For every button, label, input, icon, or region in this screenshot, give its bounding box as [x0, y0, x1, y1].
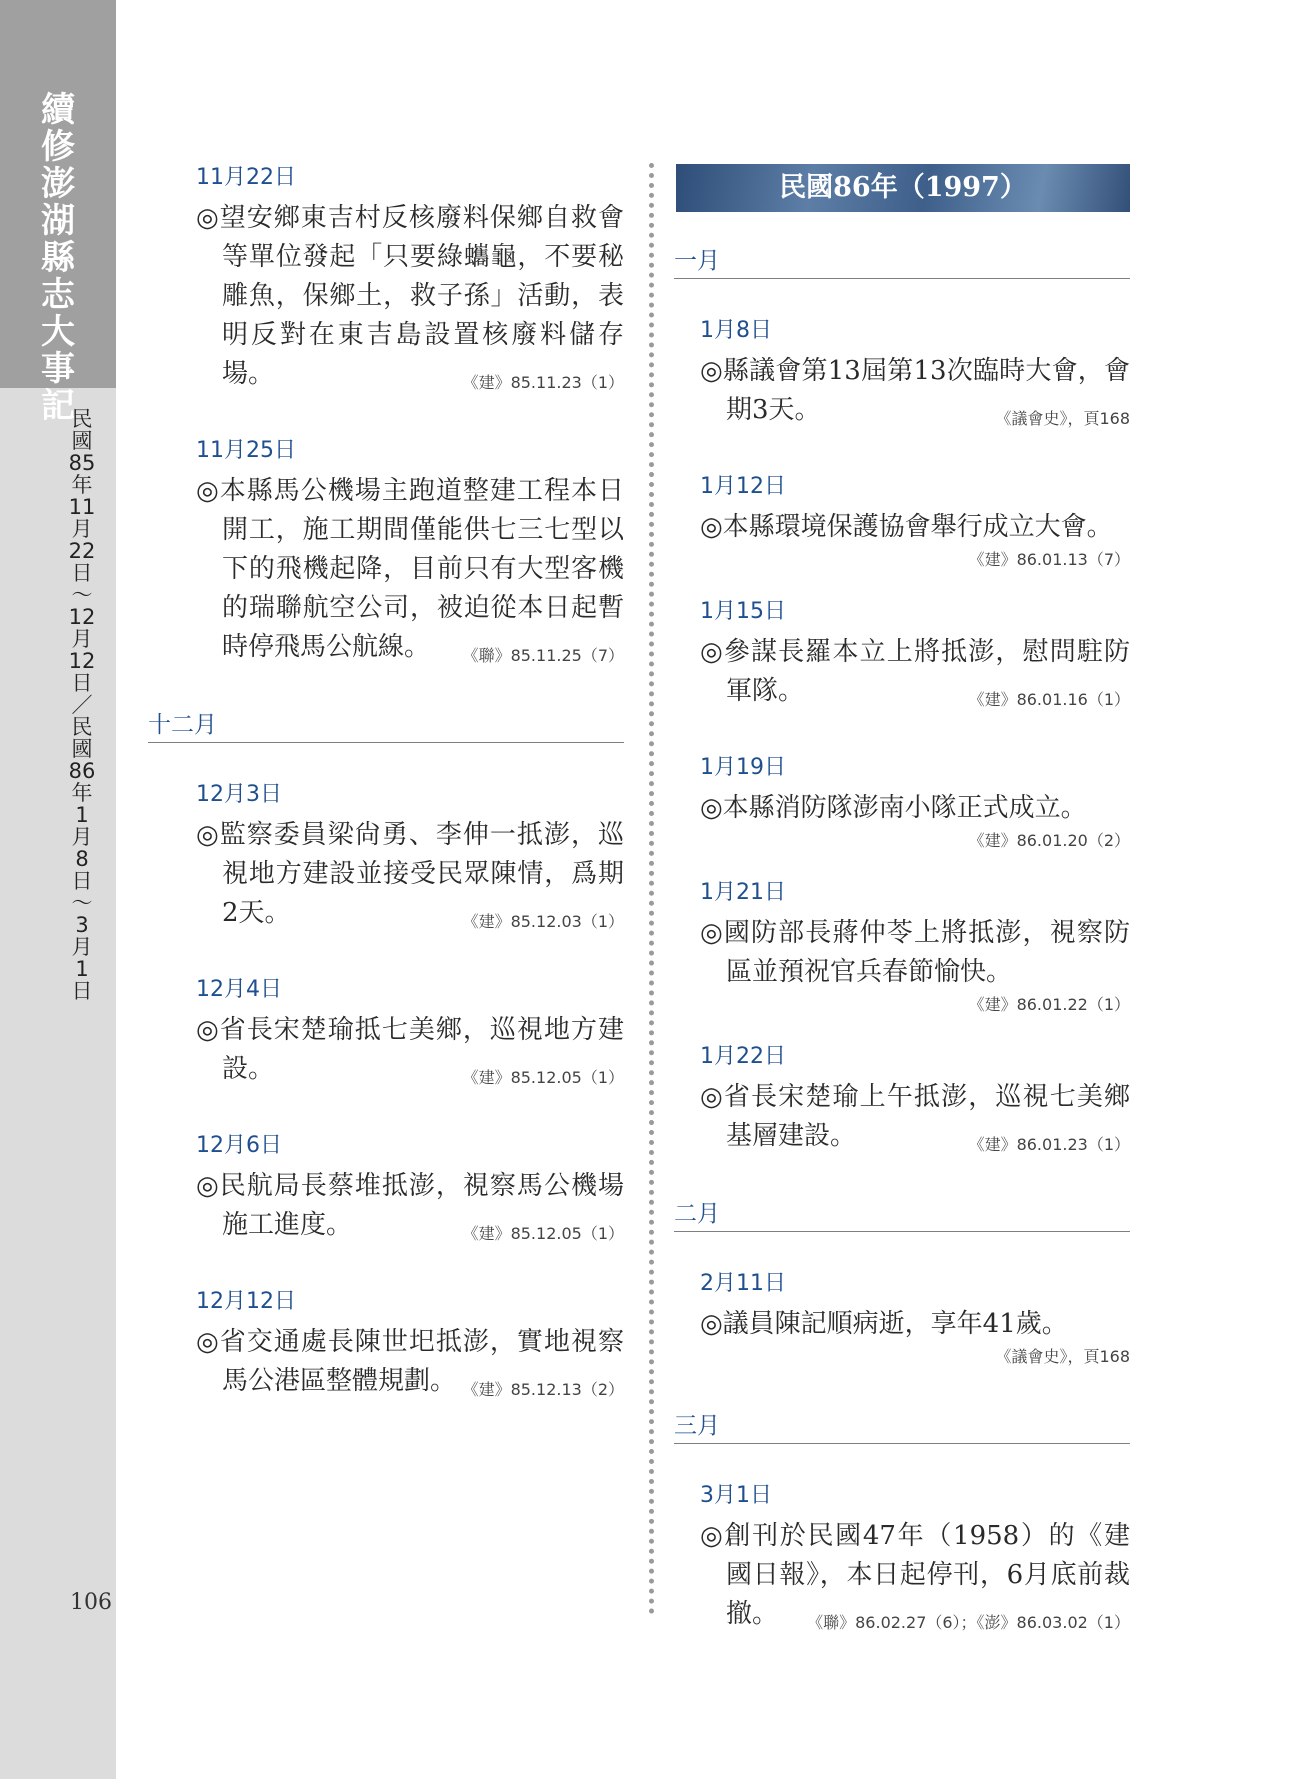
entry-text: ◎本縣馬公機場主跑道整建工程本日開工，施工期間僅能供七三七型以下的飛機起降，目前只有大型客機的瑞聯航空公司，被迫從本日起暫時停飛馬公航線。 — [196, 476, 624, 662]
entry — [700, 469, 1130, 570]
entry-text: ◎議員陳記順病逝，享年41歲。 — [700, 1309, 1068, 1339]
entry-source: 《建》85.12.05（1） — [462, 1224, 624, 1243]
entry-text: ◎省長宋楚瑜上午抵澎，巡視七美鄉基層建設。 — [700, 1082, 1130, 1151]
entry-date: 1月15日 — [700, 599, 786, 624]
entry-source: 《建》86.01.13（7） — [968, 550, 1130, 569]
entry-text: ◎創刊於民國47年（1958）的《建國日報》，本日起停刊，6月底前裁撤。 — [700, 1521, 1130, 1629]
page-number: 106 — [70, 1590, 112, 1615]
entry — [700, 750, 1130, 851]
entry-source: 《建》86.01.23（1） — [968, 1135, 1130, 1154]
entry-date: 12月6日 — [196, 1133, 282, 1158]
right-column — [676, 164, 1130, 1673]
entry-date: 1月21日 — [700, 880, 786, 905]
entry — [196, 972, 624, 1088]
entry — [700, 1266, 1130, 1367]
entry-date: 2月11日 — [700, 1271, 786, 1296]
entry-date: 12月4日 — [196, 977, 282, 1002]
entry-source: 《聯》86.02.27（6）；《澎》86.03.02（1） — [807, 1613, 1130, 1632]
entry-text: ◎望安鄉東吉村反核廢料保鄉自救會等單位發起「只要綠蠵龜，不要秘雕魚，保鄉土，救子孫」活動，表明反對在東吉島設置核廢料儲存場。 — [196, 203, 624, 389]
entry-source: 《建》86.01.20（2） — [968, 831, 1130, 850]
entry-text: ◎民航局長蔡堆抵澎，視察馬公機場施工進度。 — [196, 1171, 624, 1240]
entry-date: 12月12日 — [196, 1289, 296, 1314]
column-divider — [649, 163, 654, 1615]
book-title: 續修澎湖縣志 大事記 — [41, 90, 75, 426]
entry — [700, 313, 1130, 429]
entry-source: 《建》85.11.23（1） — [462, 373, 624, 392]
entry — [196, 1128, 624, 1244]
entry — [700, 1039, 1130, 1155]
entry-date: 11月22日 — [196, 165, 296, 190]
entry-date: 1月22日 — [700, 1044, 786, 1069]
month-heading-december: 十二月 — [148, 706, 624, 743]
left-column — [148, 160, 624, 1440]
year-banner: 民國86年（1997） — [676, 164, 1130, 212]
entry-source: 《建》86.01.22（1） — [968, 995, 1130, 1014]
entry-source: 《議會史》，頁168 — [995, 409, 1130, 428]
entry-source: 《建》85.12.13（2） — [462, 1380, 624, 1399]
month-heading-february: 二月 — [674, 1195, 1130, 1232]
entry — [196, 160, 624, 393]
entry-text: ◎國防部長蔣仲苓上將抵澎，視察防區並預祝官兵春節愉快。 — [700, 918, 1130, 987]
entry-text: ◎本縣消防隊澎南小隊正式成立。 — [700, 793, 1087, 823]
entry — [700, 1478, 1130, 1633]
entry-text: ◎省交通處長陳世圯抵澎，實地視察馬公港區整體規劃。 — [196, 1327, 624, 1396]
date-range: 民國85年11月22日～12月12日／民國86年1月8日～3月1日 — [68, 407, 96, 1003]
entry-source: 《建》86.01.16（1） — [968, 690, 1130, 709]
entry-text: ◎監察委員梁尙勇、李伸一抵澎，巡視地方建設並接受民眾陳情，爲期2天。 — [196, 820, 624, 928]
entry-date: 3月1日 — [700, 1483, 772, 1508]
entry — [700, 594, 1130, 710]
entry-text: ◎省長宋楚瑜抵七美鄉，巡視地方建設。 — [196, 1015, 624, 1084]
entry — [196, 1284, 624, 1400]
month-heading-march: 三月 — [674, 1407, 1130, 1444]
entry-text: ◎縣議會第13屆第13次臨時大會，會期3天。 — [700, 356, 1130, 425]
sidebar-band-bottom — [0, 388, 116, 1779]
entry-date: 11月25日 — [196, 438, 296, 463]
entry-text: ◎本縣環境保護協會舉行成立大會。 — [700, 512, 1113, 542]
entry — [700, 875, 1130, 1015]
entry — [196, 433, 624, 666]
entry-date: 1月12日 — [700, 474, 786, 499]
entry-date: 1月19日 — [700, 755, 786, 780]
entry-date: 1月8日 — [700, 318, 772, 343]
entry-source: 《聯》85.11.25（7） — [462, 646, 624, 665]
entry — [196, 777, 624, 932]
entry-source: 《建》85.12.03（1） — [462, 912, 624, 931]
month-heading-january: 一月 — [674, 242, 1130, 279]
entry-source: 《建》85.12.05（1） — [462, 1068, 624, 1087]
entry-source: 《議會史》，頁168 — [995, 1347, 1130, 1366]
entry-text: ◎參謀長羅本立上將抵澎，慰問駐防軍隊。 — [700, 637, 1130, 706]
entry-date: 12月3日 — [196, 782, 282, 807]
